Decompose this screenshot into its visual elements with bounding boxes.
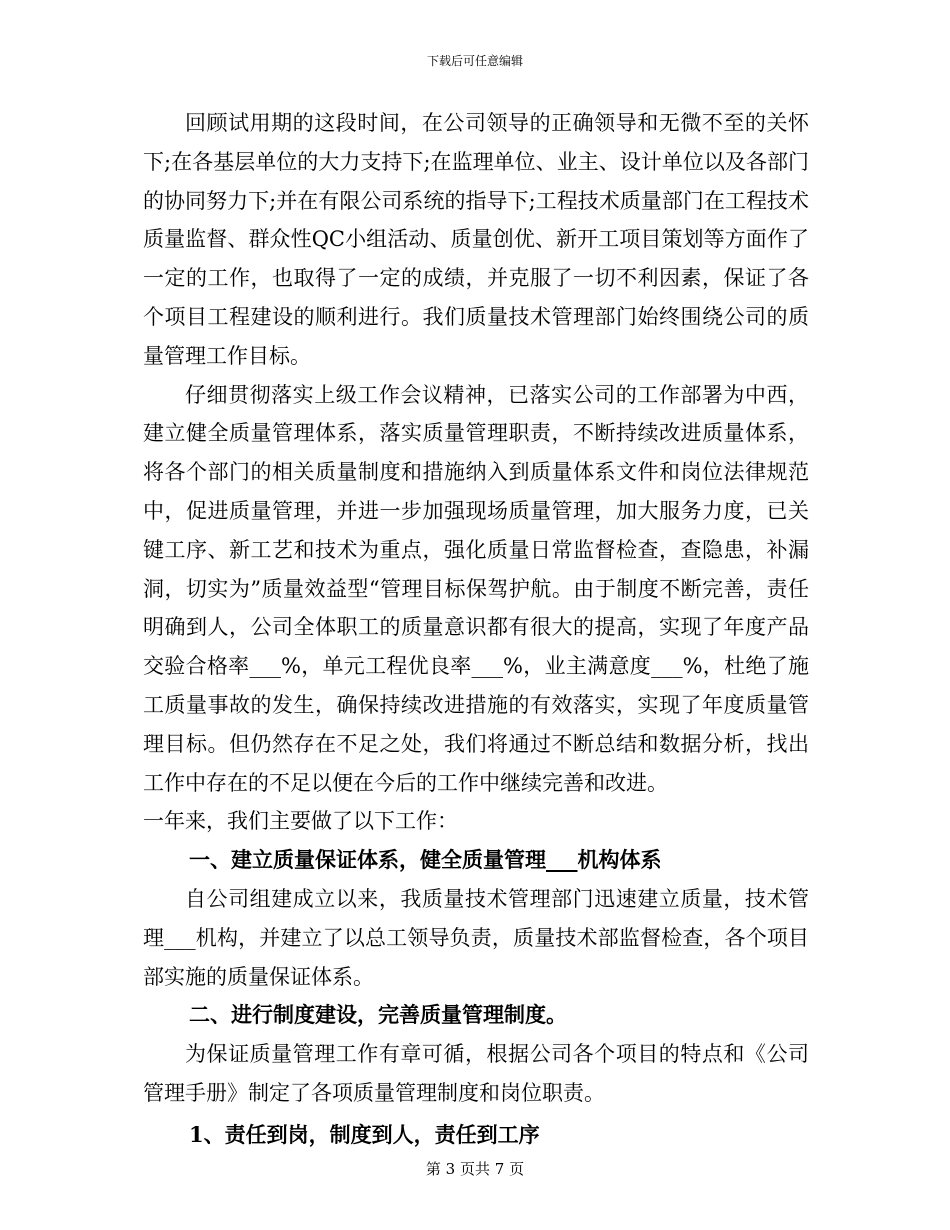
page-header: 下载后可任意编辑 bbox=[426, 54, 523, 68]
paragraph-organization: 自公司组建成立以来，我质量技术管理部门迅速建立质量，技术管理___机构，并建立了以总工领导负责，质量技术部监督检查，各个项目部实施的质量保证体系。 bbox=[143, 886, 809, 989]
document-body bbox=[143, 104, 809, 1155]
section-heading-1: 一、建立质量保证体系，健全质量管理___机构体系 bbox=[189, 847, 662, 873]
paragraph-implementation: 仔细贯彻落实上级工作会议精神，已落实公司的工作部署为中西，建立健全质量管理体系，落实质量管理职责，不断持续改进质量体系，将各个部门的相关质量制度和措施纳入到质量体系文件和岗位法律规范中，促进质量管理，并进一步加强现场质量管理，加大服务力度，已关键工序、新工艺和技术为重点，强化质量日常监督检查，查隐患，补漏洞，切实为”质量效益型“管理目标保驾护航。由于制度不断完善，责任明确到人，公司全体职工的质量意识都有很大的提高，实现了年度产品交验合格率___%，单元工程优良率___%，业主满意度___%，杜绝了施工质量事故的发生，确保持续改进措施的有效落实，实现了年度质量管理目标。但仍然存在不足之处，我们将通过不断总结和数据分析，找出工作中存在的不足以便在今后的工作中继续完善和改进。 bbox=[143, 382, 809, 795]
paragraph-system: 为保证质量管理工作有章可循，根据公司各个项目的特点和《公司管理手册》制定了各项质量管理制度和岗位职责。 bbox=[143, 1042, 809, 1105]
page-footer: 第 3 页共 7 页 bbox=[425, 1160, 525, 1178]
paragraph-review: 回顾试用期的这段时间，在公司领导的正确领导和无微不至的关怀下;在各基层单位的大力支持下;在监理单位、业主、设计单位以及各部门的协同努力下;并在有限公司系统的指导下;工程技术质量部门在工程技术质量监督、群众性QC小组活动、质量创优、新开工项目策划等方面作了一定的工作，也取得了一定的成绩，并克服了一切不利因素，保证了各个项目工程建设的顺利进行。我们质量技术管理部门始终围绕公司的质量管理工作目标。 bbox=[143, 111, 809, 368]
paragraph-summary-intro: 一年来，我们主要做了以下工作： bbox=[143, 809, 458, 834]
section-heading-2: 二、进行制度建设，完善质量管理制度。 bbox=[189, 1002, 567, 1028]
subsection-heading-1: 1、责任到岗，制度到人，责任到工序 bbox=[189, 1121, 540, 1147]
